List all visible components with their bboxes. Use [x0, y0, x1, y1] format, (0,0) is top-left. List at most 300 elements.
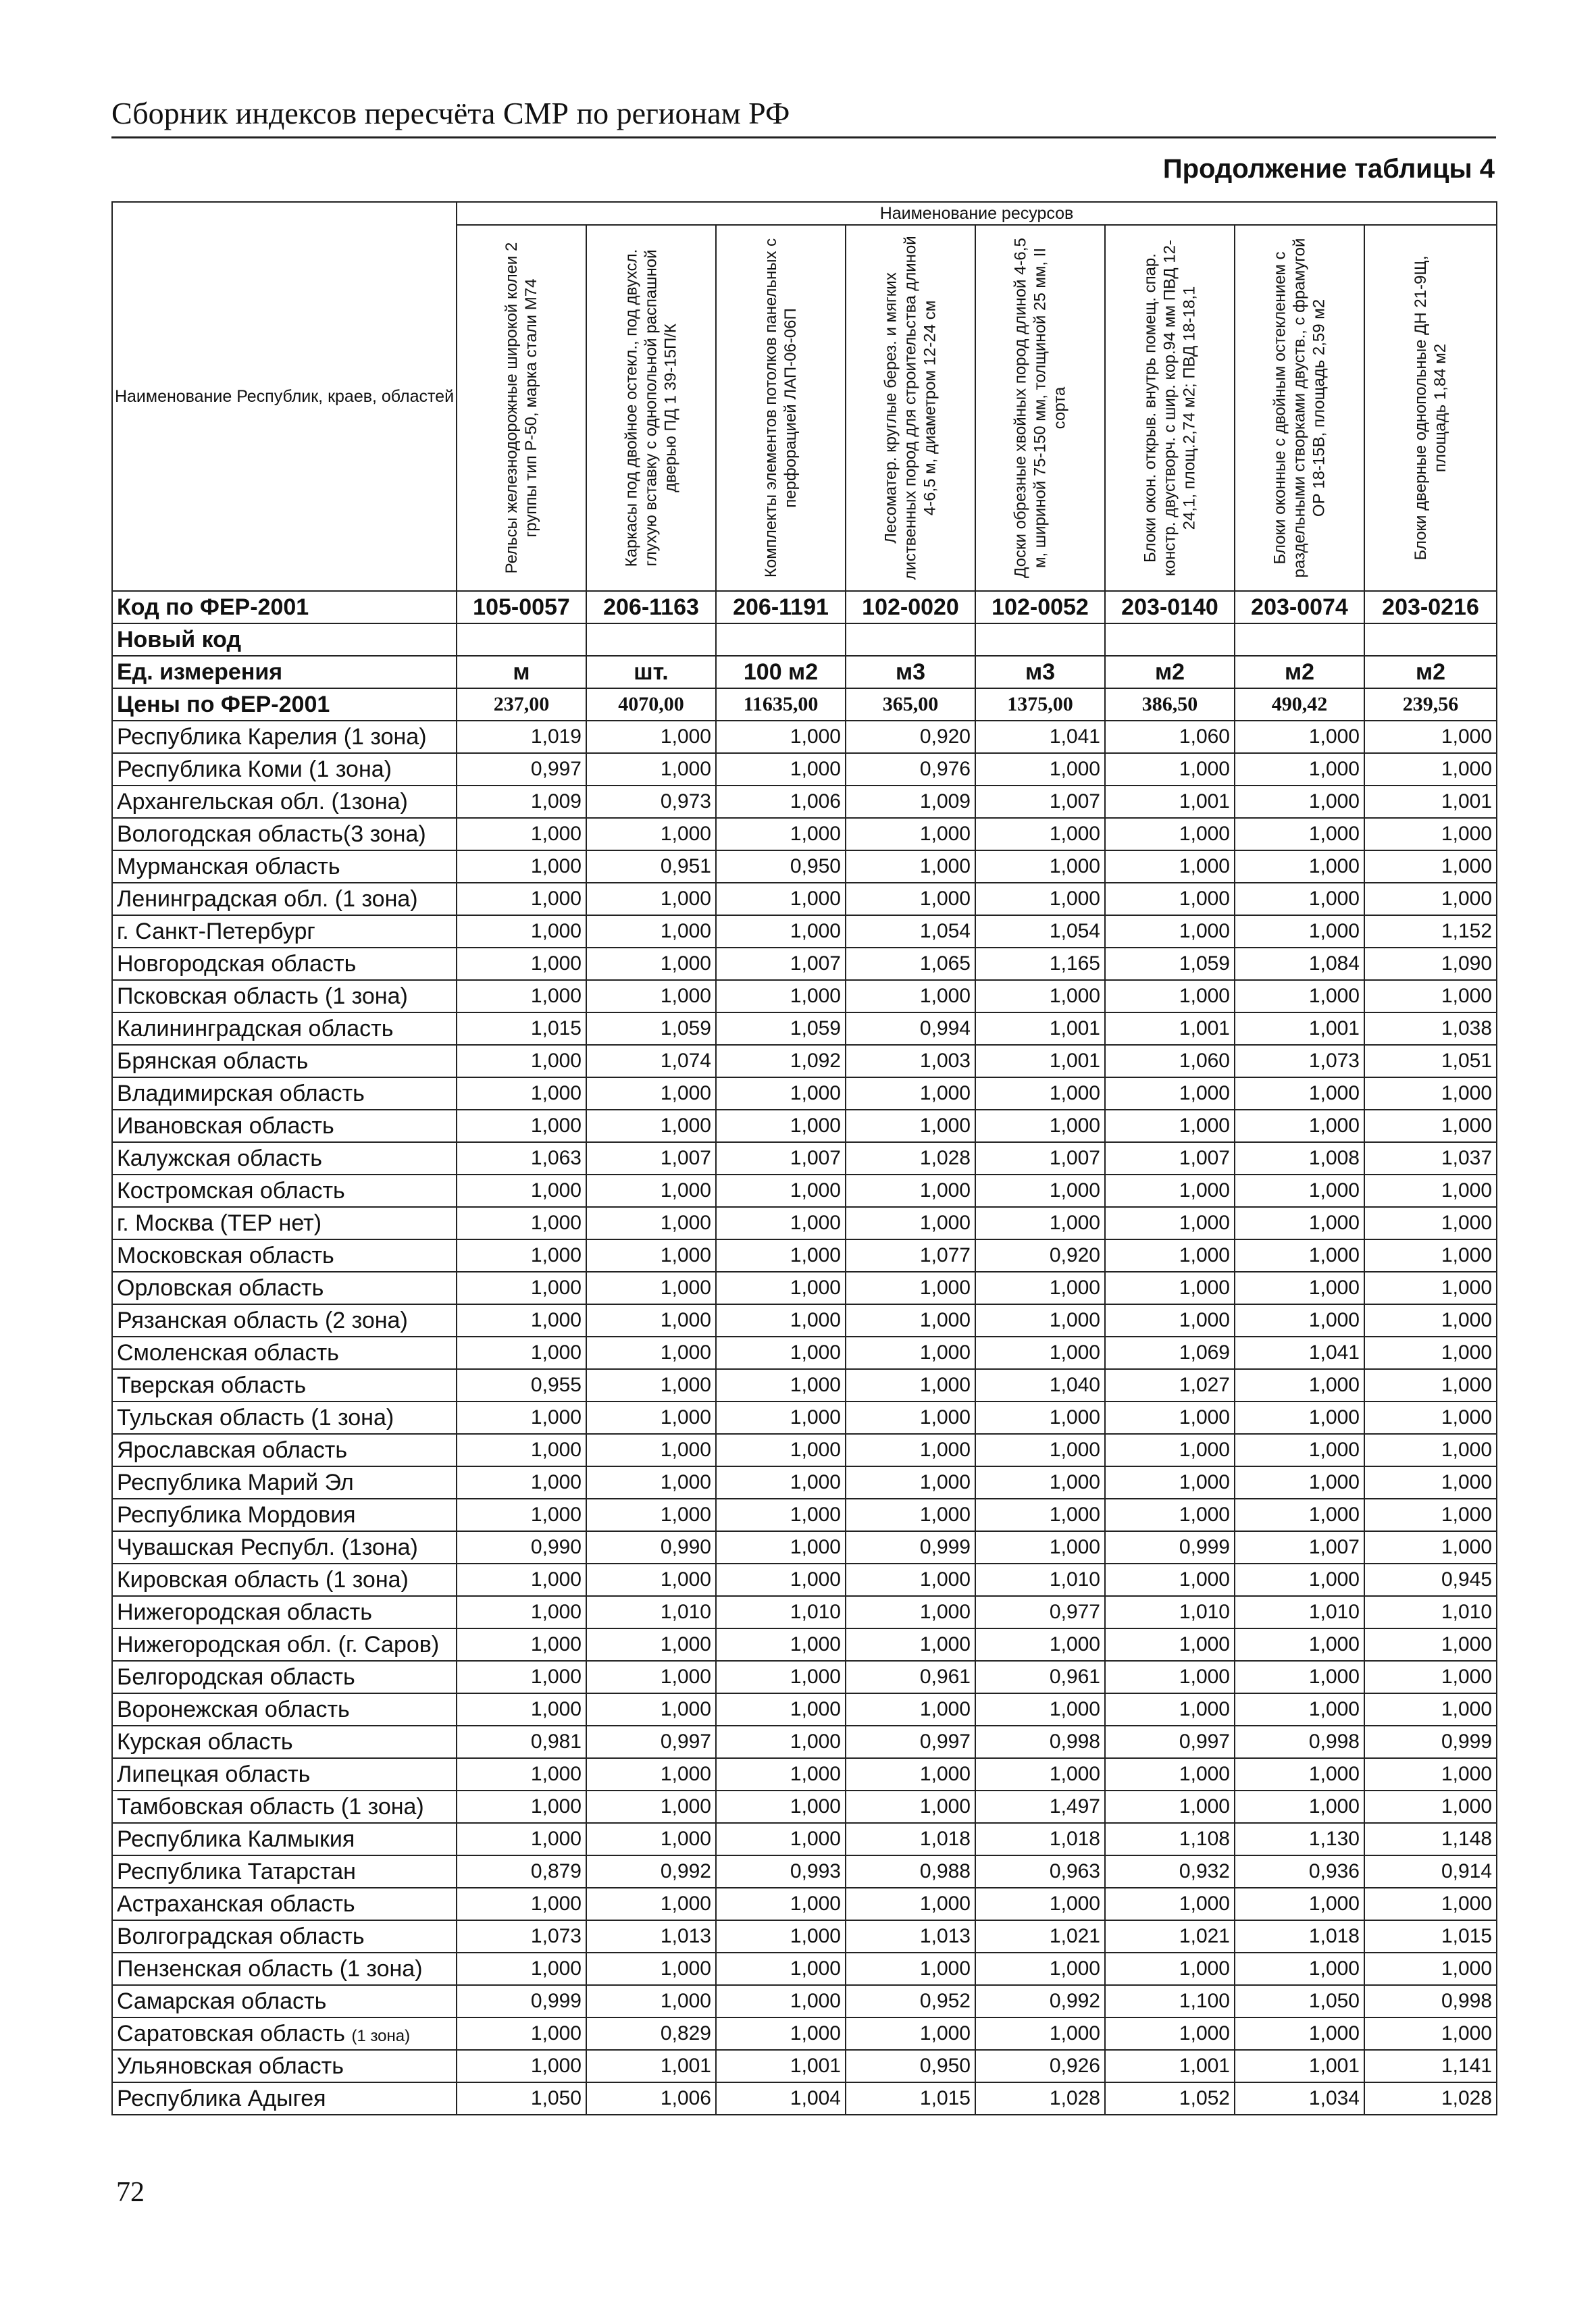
index-value-cell: 1,000	[457, 1304, 586, 1337]
unit-row	[112, 656, 1497, 688]
index-value-cell: 1,092	[716, 1045, 846, 1077]
index-value-cell: 1,000	[1235, 786, 1364, 818]
region-name-cell	[112, 1499, 457, 1531]
index-value-cell: 1,000	[586, 948, 716, 980]
row-label: Новый код	[112, 623, 457, 656]
region-name-cell	[112, 1661, 457, 1693]
index-value-cell: 1,000	[1364, 850, 1497, 883]
index-value-cell: 1,100	[1105, 1985, 1235, 2017]
index-value-cell: 1,000	[457, 1402, 586, 1434]
index-value-cell: 1,000	[1364, 753, 1497, 786]
index-value-cell: 1,000	[716, 915, 846, 948]
region-name: Республика Татарстан	[117, 1858, 356, 1884]
index-value-cell: 1,000	[716, 1434, 846, 1466]
region-name-cell	[112, 1823, 457, 1855]
index-value-cell: 1,028	[975, 2082, 1105, 2115]
index-value-cell: 1,000	[1105, 883, 1235, 915]
index-value-cell: 1,000	[716, 1402, 846, 1434]
index-value-cell: 0,998	[975, 1726, 1105, 1758]
index-value-cell: 1,000	[716, 1304, 846, 1337]
region-name-cell	[112, 1726, 457, 1758]
index-value-cell: 1,027	[1105, 1369, 1235, 1402]
index-value-cell: 1,000	[457, 1110, 586, 1142]
table-row	[112, 1726, 1497, 1758]
resource-header-text: Блоки дверные однопольные ДН 21-9Щ, площадь 1,84 м2	[1412, 255, 1450, 561]
regional-index-table	[111, 201, 1497, 2115]
region-name: Ярославская область	[117, 1437, 348, 1463]
meta-cell: м3	[975, 656, 1105, 688]
index-value-cell: 1,000	[846, 1953, 975, 1985]
index-value-cell: 1,001	[1364, 786, 1497, 818]
meta-cell: м3	[846, 656, 975, 688]
index-value-cell: 1,060	[1105, 1045, 1235, 1077]
table-row	[112, 1564, 1497, 1596]
index-value-cell: 0,990	[586, 1531, 716, 1564]
index-value-cell: 1,000	[716, 1110, 846, 1142]
region-name: Ивановская область	[117, 1112, 334, 1139]
index-value-cell: 1,051	[1364, 1045, 1497, 1077]
index-value-cell: 1,000	[716, 980, 846, 1012]
region-name: Воронежская область	[117, 1696, 350, 1722]
index-value-cell: 1,000	[457, 1207, 586, 1239]
region-name: Нижегородская область	[117, 1599, 372, 1625]
region-name-cell	[112, 1402, 457, 1434]
index-value-cell: 0,998	[1364, 1985, 1497, 2017]
index-value-cell: 1,000	[716, 1337, 846, 1369]
index-value-cell: 1,000	[1235, 1077, 1364, 1110]
resource-header-text: Комплекты элементов потолков панельных с перфорацией ЛАП-06-06П	[762, 238, 800, 578]
index-value-cell: 1,000	[846, 1207, 975, 1239]
index-value-cell: 0,879	[457, 1855, 586, 1888]
meta-cell: 203-0074	[1235, 591, 1364, 623]
meta-cell	[1235, 623, 1364, 656]
index-value-cell: 1,000	[586, 1369, 716, 1402]
resource-header	[716, 225, 846, 591]
index-value-cell: 0,950	[846, 2050, 975, 2082]
index-value-cell: 1,041	[975, 721, 1105, 753]
region-name-cell	[112, 1369, 457, 1402]
meta-cell: м	[457, 656, 586, 688]
index-value-cell: 1,000	[586, 1791, 716, 1823]
region-name-cell	[112, 1758, 457, 1791]
index-value-cell: 1,152	[1364, 915, 1497, 948]
index-value-cell: 1,000	[846, 1369, 975, 1402]
index-value-cell: 1,000	[457, 1564, 586, 1596]
index-value-cell: 1,000	[716, 1499, 846, 1531]
index-value-cell: 1,009	[846, 786, 975, 818]
region-name: Новгородская область	[117, 950, 357, 977]
region-name-cell	[112, 1045, 457, 1077]
table-row	[112, 1499, 1497, 1531]
index-value-cell: 0,920	[846, 721, 975, 753]
meta-cell	[457, 623, 586, 656]
index-value-cell: 1,000	[975, 1499, 1105, 1531]
index-value-cell: 1,034	[1235, 2082, 1364, 2115]
price-row	[112, 688, 1497, 721]
index-value-cell: 1,000	[1364, 1304, 1497, 1337]
table-row	[112, 1110, 1497, 1142]
new-code-row	[112, 623, 1497, 656]
index-value-cell: 1,000	[1235, 1304, 1364, 1337]
index-value-cell: 1,010	[716, 1596, 846, 1628]
index-value-cell: 1,000	[846, 1693, 975, 1726]
index-value-cell: 1,007	[1235, 1531, 1364, 1564]
region-name: Тульская область (1 зона)	[117, 1404, 394, 1431]
table-row	[112, 1434, 1497, 1466]
region-name-cell	[112, 1175, 457, 1207]
index-value-cell: 1,000	[1105, 1758, 1235, 1791]
index-value-cell: 1,000	[975, 1077, 1105, 1110]
index-value-cell: 1,000	[975, 2017, 1105, 2050]
table-row	[112, 2017, 1497, 2050]
index-value-cell: 0,999	[1364, 1726, 1497, 1758]
table-row	[112, 2050, 1497, 2082]
index-value-cell: 1,000	[1235, 1564, 1364, 1596]
region-name-cell	[112, 980, 457, 1012]
region-name-cell	[112, 1531, 457, 1564]
region-name: Мурманская область	[117, 853, 340, 879]
index-value-cell: 1,000	[846, 1110, 975, 1142]
index-value-cell: 1,000	[1105, 1110, 1235, 1142]
index-value-cell: 0,993	[716, 1855, 846, 1888]
index-value-cell: 1,000	[846, 2017, 975, 2050]
index-value-cell: 1,000	[457, 1175, 586, 1207]
index-value-cell: 1,000	[846, 1888, 975, 1920]
index-value-cell: 0,936	[1235, 1855, 1364, 1888]
meta-cell: 102-0020	[846, 591, 975, 623]
index-value-cell: 1,006	[716, 786, 846, 818]
index-value-cell: 1,000	[457, 1596, 586, 1628]
region-name: Костромская область	[117, 1177, 345, 1204]
index-value-cell: 1,000	[975, 818, 1105, 850]
index-value-cell: 1,000	[1235, 1434, 1364, 1466]
table-row	[112, 948, 1497, 980]
index-value-cell: 1,000	[1364, 1628, 1497, 1661]
index-value-cell: 1,000	[1105, 1953, 1235, 1985]
index-value-cell: 1,000	[1105, 1207, 1235, 1239]
region-name: г. Москва (ТЕР нет)	[117, 1210, 322, 1236]
region-name-cell	[112, 1628, 457, 1661]
meta-cell	[846, 623, 975, 656]
region-name-cell	[112, 1272, 457, 1304]
index-value-cell: 1,000	[1105, 1628, 1235, 1661]
index-value-cell: 1,054	[975, 915, 1105, 948]
table-continuation-title: Продолжение таблицы 4	[1162, 154, 1495, 184]
resources-group-header: Наименование ресурсов	[457, 202, 1497, 225]
index-value-cell: 0,920	[975, 1239, 1105, 1272]
index-value-cell: 1,000	[457, 1693, 586, 1726]
index-value-cell: 1,000	[1105, 1693, 1235, 1726]
index-value-cell: 1,000	[846, 1758, 975, 1791]
index-value-cell: 1,000	[1364, 1402, 1497, 1434]
region-name-cell	[112, 948, 457, 980]
resource-header	[1235, 225, 1364, 591]
region-name: Пензенская область (1 зона)	[117, 1955, 423, 1982]
index-value-cell: 1,000	[1235, 1758, 1364, 1791]
index-value-cell: 1,000	[975, 1531, 1105, 1564]
index-value-cell: 0,994	[846, 1012, 975, 1045]
index-value-cell: 1,010	[1105, 1596, 1235, 1628]
region-name: Республика Калмыкия	[117, 1826, 355, 1852]
region-name-cell	[112, 2082, 457, 2115]
table-row	[112, 1596, 1497, 1628]
region-name-cell	[112, 1888, 457, 1920]
index-value-cell: 1,000	[1235, 883, 1364, 915]
index-value-cell: 1,000	[1235, 1693, 1364, 1726]
index-value-cell: 1,000	[1235, 1499, 1364, 1531]
table-row	[112, 1369, 1497, 1402]
index-value-cell: 1,000	[975, 1693, 1105, 1726]
index-value-cell: 0,914	[1364, 1855, 1497, 1888]
meta-cell: 11635,00	[716, 688, 846, 721]
index-value-cell: 1,000	[1364, 1758, 1497, 1791]
resource-header-text: Каркасы под двойное остекл., под двухсл. глухую вставку с однопольной распашной дверью ПД 1 39-15П/К	[622, 249, 680, 567]
index-value-cell: 0,961	[975, 1661, 1105, 1693]
index-value-cell: 1,000	[586, 1110, 716, 1142]
region-name-cell	[112, 915, 457, 948]
index-value-cell: 0,932	[1105, 1855, 1235, 1888]
index-value-cell: 1,000	[1105, 2017, 1235, 2050]
meta-cell	[586, 623, 716, 656]
index-value-cell: 0,999	[846, 1531, 975, 1564]
index-value-cell: 1,000	[1235, 1175, 1364, 1207]
index-value-cell: 1,000	[716, 1791, 846, 1823]
index-value-cell: 1,000	[846, 1466, 975, 1499]
row-label: Код по ФЕР-2001	[112, 591, 457, 623]
region-name: Рязанская область (2 зона)	[117, 1307, 408, 1333]
region-name: Республика Адыгея	[117, 2085, 326, 2111]
index-value-cell: 1,000	[457, 980, 586, 1012]
index-value-cell: 1,000	[586, 883, 716, 915]
meta-cell: 490,42	[1235, 688, 1364, 721]
index-value-cell: 1,000	[457, 1337, 586, 1369]
index-value-cell: 1,000	[846, 1175, 975, 1207]
table-row	[112, 1693, 1497, 1726]
index-value-cell: 1,021	[1105, 1920, 1235, 1953]
meta-cell	[1364, 623, 1497, 656]
index-value-cell: 1,000	[846, 1402, 975, 1434]
index-value-cell: 1,000	[1364, 1175, 1497, 1207]
index-value-cell: 1,000	[586, 1985, 716, 2017]
index-value-cell: 1,000	[716, 1920, 846, 1953]
index-value-cell: 1,000	[1364, 1953, 1497, 1985]
index-value-cell: 1,000	[1105, 915, 1235, 948]
index-value-cell: 1,000	[1364, 1531, 1497, 1564]
index-value-cell: 1,000	[1235, 1110, 1364, 1142]
index-value-cell: 1,000	[975, 1758, 1105, 1791]
index-value-cell: 1,000	[1364, 1110, 1497, 1142]
index-value-cell: 1,000	[716, 1628, 846, 1661]
region-name-cell	[112, 1077, 457, 1110]
index-value-cell: 1,000	[1235, 1402, 1364, 1434]
index-value-cell: 1,000	[1364, 1499, 1497, 1531]
index-value-cell: 1,000	[1105, 1239, 1235, 1272]
index-value-cell: 1,028	[1364, 2082, 1497, 2115]
index-value-cell: 1,050	[457, 2082, 586, 2115]
table-row	[112, 1758, 1497, 1791]
index-value-cell: 1,000	[586, 721, 716, 753]
table-row	[112, 721, 1497, 753]
region-name-cell	[112, 1564, 457, 1596]
table-row	[112, 1077, 1497, 1110]
index-value-cell: 1,000	[1105, 1402, 1235, 1434]
region-column-header: Наименование Республик, краев, областей	[112, 202, 457, 591]
index-value-cell: 1,007	[975, 1142, 1105, 1175]
index-value-cell: 0,961	[846, 1661, 975, 1693]
index-value-cell: 0,945	[1364, 1564, 1497, 1596]
meta-cell: 100 м2	[716, 656, 846, 688]
region-name: Тверская область	[117, 1372, 307, 1398]
index-value-cell: 1,000	[457, 2050, 586, 2082]
index-value-cell: 1,000	[457, 948, 586, 980]
index-value-cell: 1,000	[586, 1466, 716, 1499]
resource-header	[1364, 225, 1497, 591]
region-name: Орловская область	[117, 1275, 324, 1301]
index-value-cell: 1,000	[1364, 2017, 1497, 2050]
index-value-cell: 1,015	[457, 1012, 586, 1045]
index-value-cell: 0,992	[975, 1985, 1105, 2017]
meta-cell: 206-1191	[716, 591, 846, 623]
index-value-cell: 1,001	[1235, 1012, 1364, 1045]
table-row	[112, 1791, 1497, 1823]
index-value-cell: 1,000	[975, 1272, 1105, 1304]
index-value-cell: 1,000	[716, 1466, 846, 1499]
index-value-cell: 1,000	[586, 1175, 716, 1207]
index-value-cell: 1,059	[1105, 948, 1235, 980]
region-name: Калужская область	[117, 1145, 322, 1171]
index-value-cell: 0,992	[586, 1855, 716, 1888]
index-value-cell: 1,000	[716, 753, 846, 786]
table-row	[112, 1531, 1497, 1564]
index-value-cell: 1,000	[586, 1661, 716, 1693]
index-value-cell: 1,000	[1364, 1661, 1497, 1693]
index-value-cell: 1,000	[716, 1953, 846, 1985]
index-value-cell: 1,000	[457, 1045, 586, 1077]
index-value-cell: 1,007	[1105, 1142, 1235, 1175]
index-value-cell: 1,001	[975, 1045, 1105, 1077]
region-name-cell	[112, 1596, 457, 1628]
resource-header	[975, 225, 1105, 591]
region-name: Смоленская область	[117, 1339, 339, 1366]
index-value-cell: 1,000	[1105, 1304, 1235, 1337]
index-value-cell: 1,000	[975, 1888, 1105, 1920]
index-value-cell: 1,497	[975, 1791, 1105, 1823]
index-value-cell: 1,000	[586, 1434, 716, 1466]
index-value-cell: 1,000	[1235, 1466, 1364, 1499]
index-value-cell: 1,000	[457, 850, 586, 883]
index-value-cell: 1,000	[586, 1077, 716, 1110]
index-value-cell: 1,000	[1105, 1175, 1235, 1207]
index-value-cell: 1,000	[1364, 1077, 1497, 1110]
table-row	[112, 1304, 1497, 1337]
index-value-cell: 1,000	[846, 850, 975, 883]
index-value-cell: 1,000	[975, 1466, 1105, 1499]
index-value-cell: 1,037	[1364, 1142, 1497, 1175]
index-value-cell: 1,084	[1235, 948, 1364, 980]
index-value-cell: 1,000	[586, 1402, 716, 1434]
index-value-cell: 1,059	[586, 1012, 716, 1045]
index-value-cell: 1,000	[1364, 1369, 1497, 1402]
region-name: Белгородская область	[117, 1664, 355, 1690]
index-value-cell: 1,000	[846, 1304, 975, 1337]
table-row	[112, 1920, 1497, 1953]
resource-header-text: Блоки оконные с двойным остеклением с раздельными створками двуств., с фрамугой ОР 18-15В, площадь 2,59 м2	[1270, 238, 1329, 578]
row-label: Цены по ФЕР-2001	[112, 688, 457, 721]
index-value-cell: 1,001	[1105, 2050, 1235, 2082]
index-value-cell: 1,040	[975, 1369, 1105, 1402]
index-value-cell: 1,000	[975, 1402, 1105, 1434]
resource-header	[1105, 225, 1235, 591]
index-value-cell: 1,000	[1235, 915, 1364, 948]
region-name-cell	[112, 1142, 457, 1175]
resource-header-text: Лесоматер. круглые берез. и мягких лиственных пород для строительства длиной 4-6,5 м, диаметром 12-24 см	[881, 236, 939, 580]
table-row	[112, 1628, 1497, 1661]
index-value-cell: 1,000	[586, 753, 716, 786]
row-label: Ед. измерения	[112, 656, 457, 688]
region-name-cell	[112, 1953, 457, 1985]
index-value-cell: 1,013	[586, 1920, 716, 1953]
table-row	[112, 818, 1497, 850]
index-value-cell: 1,000	[457, 1077, 586, 1110]
index-value-cell: 1,019	[457, 721, 586, 753]
index-value-cell: 1,021	[975, 1920, 1105, 1953]
index-value-cell: 1,000	[975, 753, 1105, 786]
resource-header-text: Доски обрезные хвойных пород длиной 4-6,5 м, шириной 75-150 мм, толщиной 25 мм, II сорта	[1011, 238, 1069, 578]
index-value-cell: 1,000	[586, 1953, 716, 1985]
index-value-cell: 1,001	[716, 2050, 846, 2082]
index-value-cell: 1,028	[846, 1142, 975, 1175]
index-value-cell: 1,000	[846, 1564, 975, 1596]
table-row	[112, 786, 1497, 818]
table-row	[112, 1045, 1497, 1077]
region-name: Республика Карелия (1 зона)	[117, 723, 427, 750]
region-name-cell	[112, 1466, 457, 1499]
index-value-cell: 1,000	[846, 1434, 975, 1466]
table-row	[112, 1855, 1497, 1888]
index-value-cell: 1,065	[846, 948, 975, 980]
table-row	[112, 1888, 1497, 1920]
table-row	[112, 1985, 1497, 2017]
index-value-cell: 1,000	[716, 1239, 846, 1272]
region-name-cell	[112, 1855, 457, 1888]
index-value-cell: 1,000	[846, 883, 975, 915]
index-value-cell: 1,000	[975, 850, 1105, 883]
index-value-cell: 1,054	[846, 915, 975, 948]
index-value-cell: 1,000	[1105, 1434, 1235, 1466]
index-value-cell: 0,955	[457, 1369, 586, 1402]
index-value-cell: 1,000	[846, 1499, 975, 1531]
index-value-cell: 1,000	[716, 818, 846, 850]
meta-cell	[975, 623, 1105, 656]
index-value-cell: 1,130	[1235, 1823, 1364, 1855]
index-value-cell: 0,951	[586, 850, 716, 883]
index-value-cell: 1,010	[1235, 1596, 1364, 1628]
index-value-cell: 1,000	[975, 1628, 1105, 1661]
index-value-cell: 1,000	[1364, 1693, 1497, 1726]
table-row	[112, 1175, 1497, 1207]
index-value-cell: 0,997	[586, 1726, 716, 1758]
index-value-cell: 1,069	[1105, 1337, 1235, 1369]
index-value-cell: 1,000	[716, 1758, 846, 1791]
index-value-cell: 0,997	[457, 753, 586, 786]
meta-cell: 365,00	[846, 688, 975, 721]
meta-cell: 4070,00	[586, 688, 716, 721]
region-name: Республика Мордовия	[117, 1501, 356, 1528]
region-name-cell	[112, 1337, 457, 1369]
index-value-cell: 0,963	[975, 1855, 1105, 1888]
meta-cell: м2	[1364, 656, 1497, 688]
index-value-cell: 0,981	[457, 1726, 586, 1758]
